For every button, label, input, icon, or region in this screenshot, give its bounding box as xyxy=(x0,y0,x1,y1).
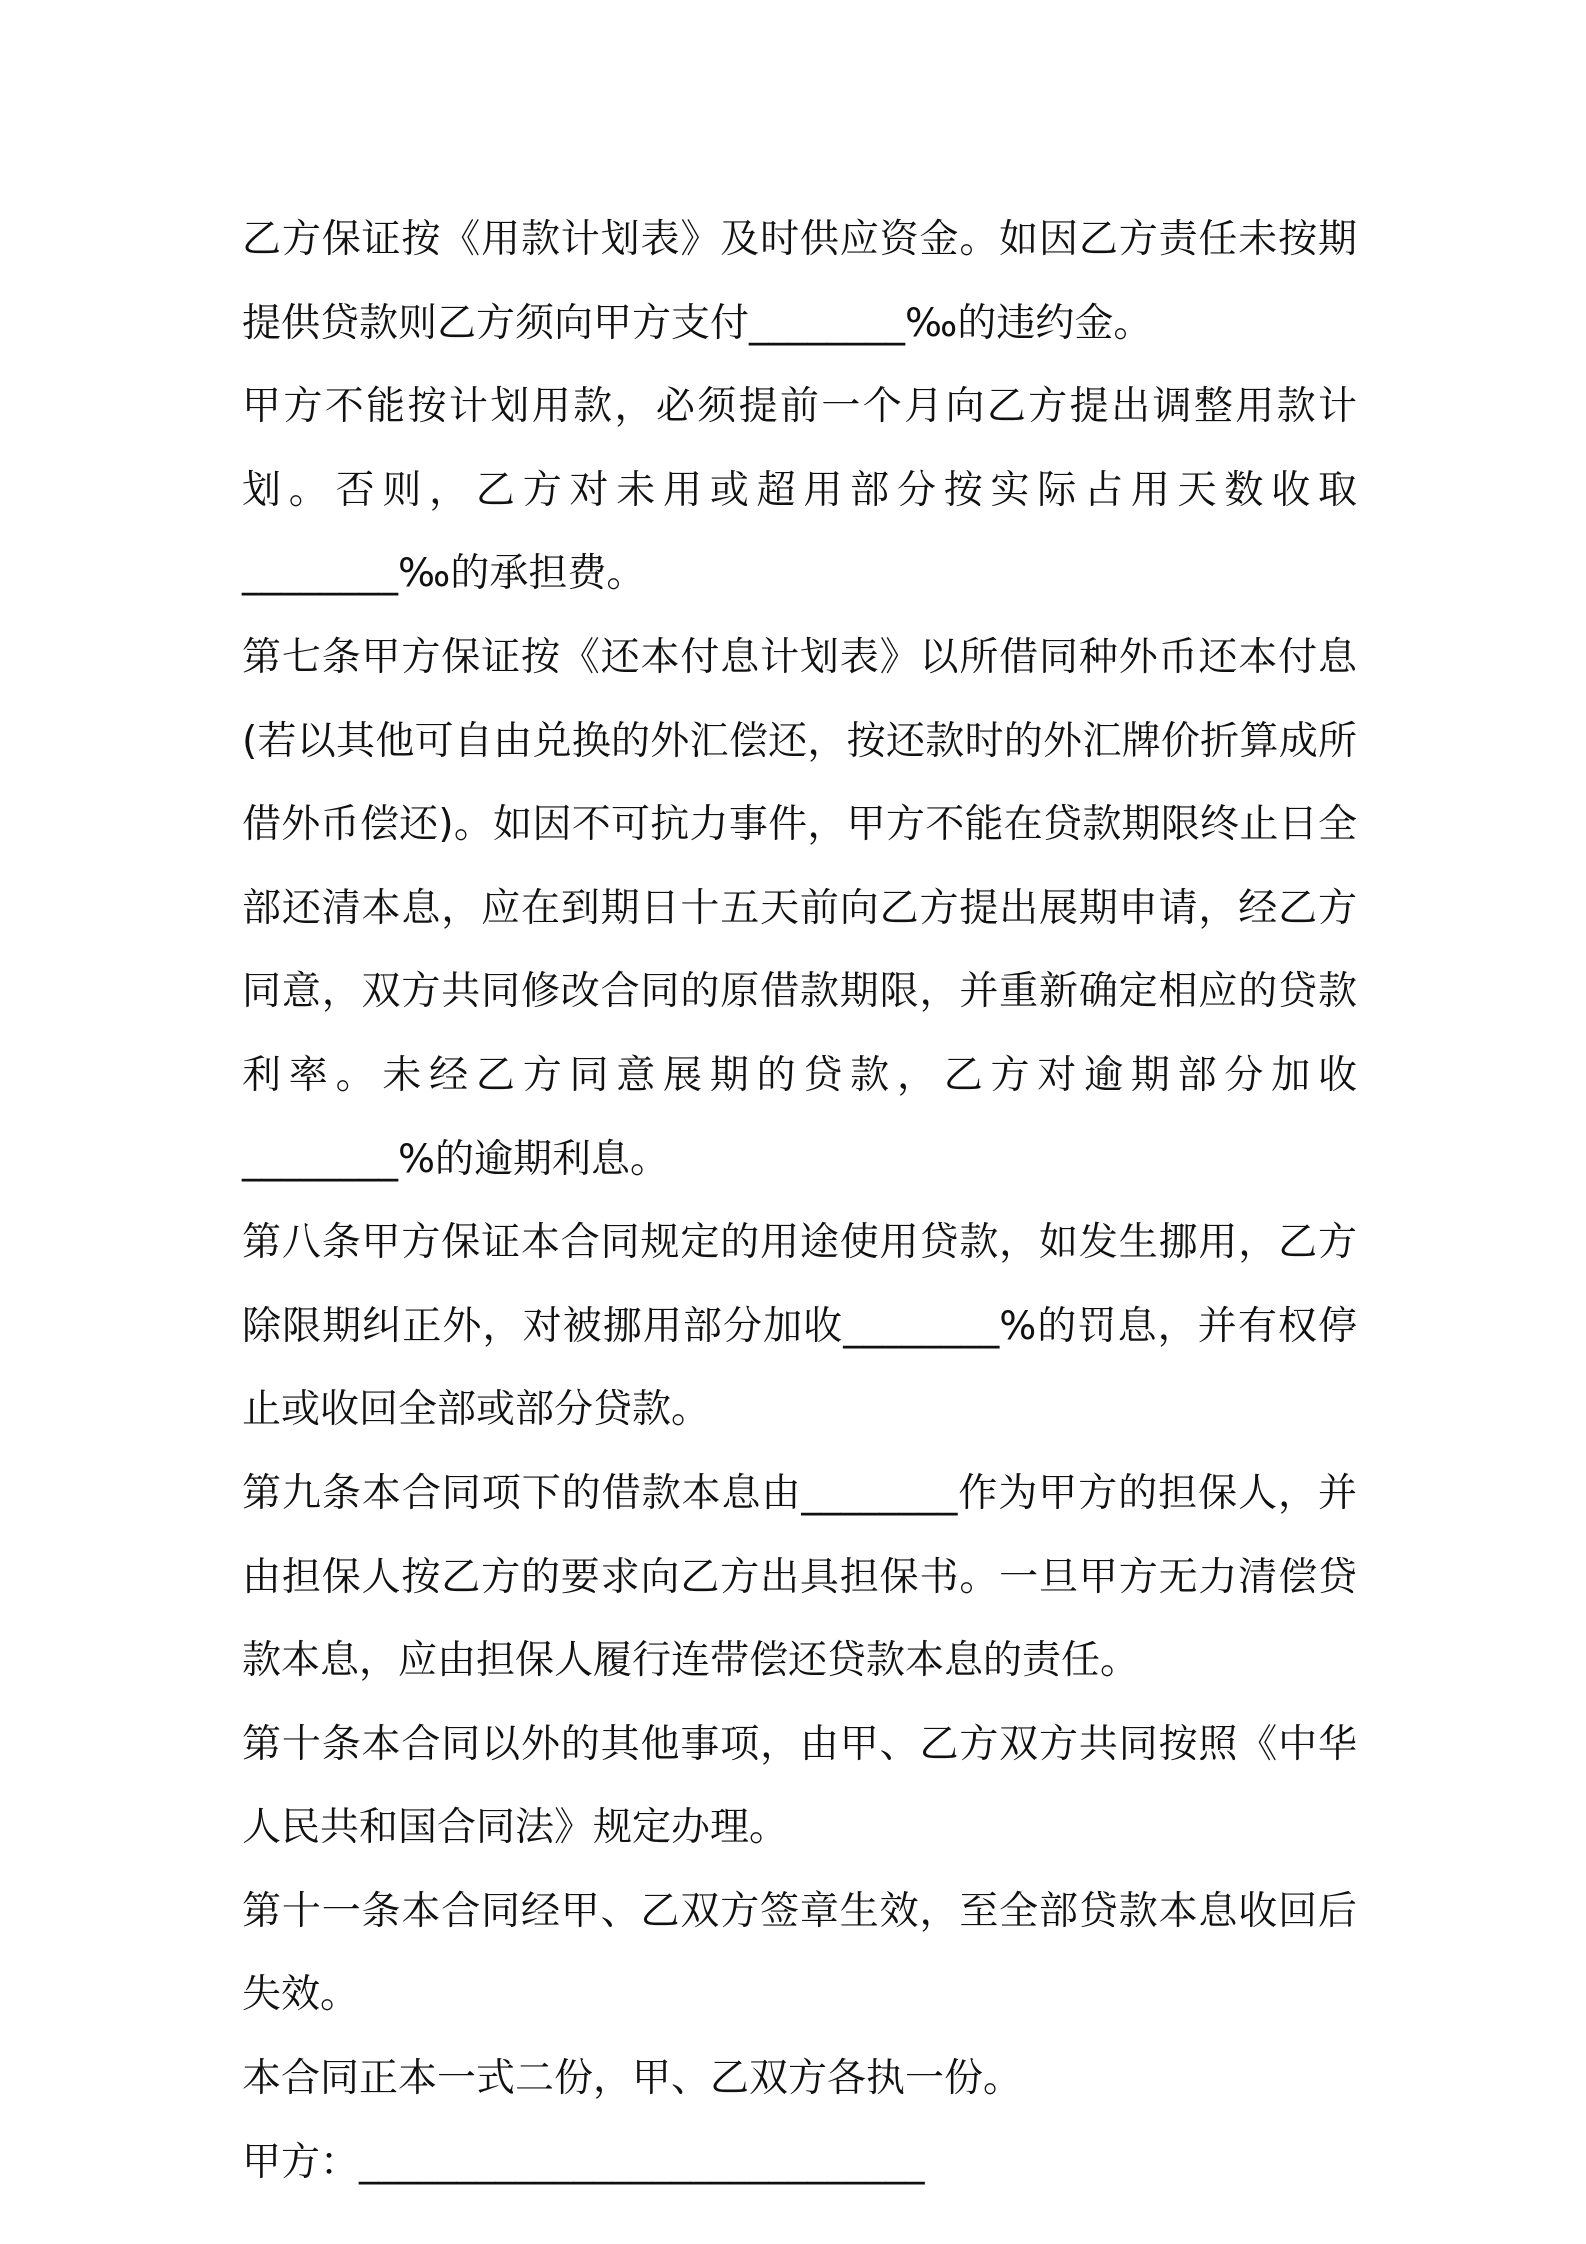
paragraph-fund-supply: 乙方保证按《用款计划表》及时供应资金。如因乙方责任未按期提供贷款则乙方须向甲方支付________‰的违约金。 xyxy=(242,217,1357,346)
paragraph-article-9: 第九条本合同项下的借款本息由________作为甲方的担保人，并由担保人按乙方的要求向乙方出具担保书。一旦甲方无力清偿贷款本息，应由担保人履行连带偿还贷款本息的责任。 xyxy=(242,1470,1357,1684)
paragraph-copies: 本合同正本一式二份，甲、乙双方各执一份。 xyxy=(242,2056,1023,2102)
party-a-signature-line: 甲方：_____________________________ xyxy=(242,2139,925,2185)
contract-body xyxy=(242,198,1357,2204)
paragraph-article-7: 第七条甲方保证按《还本付息计划表》以所借同种外币还本付息(若以其他可自由兑换的外汇偿还，按还款时的外汇牌价折算成所借外币偿还)。如因不可抗力事件，甲方不能在贷款期限终止日全部还清本息，应在到期日十五天前向乙方提出展期申请，经乙方同意，双方共同修改合同的原借款期限，并重新确定相应的贷款利率。未经乙方同意展期的贷款，乙方对逾期部分加收________%的逾期利息。 xyxy=(242,634,1357,1182)
paragraph-usage-plan: 甲方不能按计划用款，必须提前一个月向乙方提出调整用款计划。否则，乙方对未用或超用部分按实际占用天数收取________‰的承担费。 xyxy=(242,384,1357,597)
paragraph-article-8: 第八条甲方保证本合同规定的用途使用贷款，如发生挪用，乙方除限期纠正外，对被挪用部分加收________%的罚息，并有权停止或收回全部或部分贷款。 xyxy=(242,1220,1357,1433)
paragraph-article-11: 第十一条本合同经甲、乙双方签章生效，至全部贷款本息收回后失效。 xyxy=(242,1888,1357,2018)
paragraph-article-10: 第十条本合同以外的其他事项，由甲、乙方双方共同按照《中华人民共和国合同法》规定办理。 xyxy=(242,1721,1357,1851)
